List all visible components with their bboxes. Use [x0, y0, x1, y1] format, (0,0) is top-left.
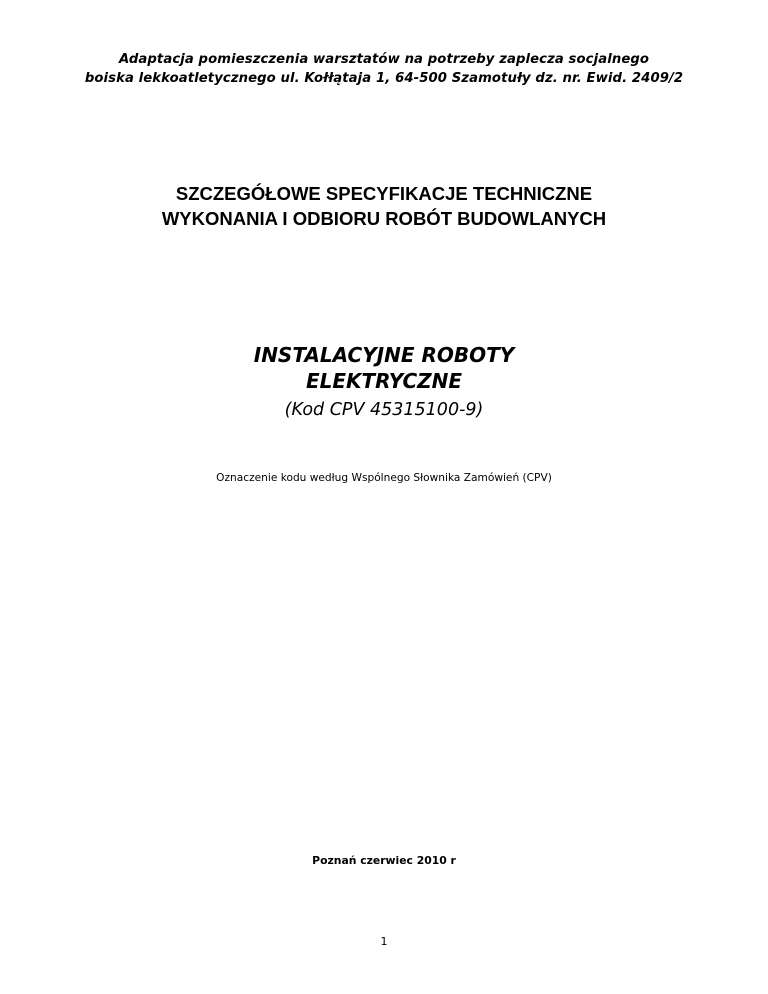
place-and-date: Poznań czerwiec 2010 r — [312, 854, 456, 867]
cpv-note: Oznaczenie kodu według Wspólnego Słownika Zamówień (CPV) — [216, 472, 552, 484]
document-title-line-2: WYKONANIA I ODBIORU ROBÓT BUDOWLANYCH — [161, 208, 607, 229]
subject-title-line-1: INSTALACYJNE ROBOTY — [253, 343, 515, 367]
document-title-line-1: SZCZEGÓŁOWE SPECYFIKACJE TECHNICZNE — [175, 183, 593, 204]
project-header-line-2: boiska lekkoatletycznego ul. Kołłątaja 1, 64-500 Szamotuły dz. nr. Ewid. 2409/2 — [84, 71, 684, 86]
project-header-line-1: Adaptacja pomieszczenia warsztatów na potrzeby zaplecza socjalnego — [118, 52, 650, 67]
page-number: 1 — [380, 935, 388, 948]
subject-title-line-2: ELEKTRYCZNE — [305, 369, 463, 393]
cpv-code: (Kod CPV 45315100-9) — [284, 400, 484, 420]
